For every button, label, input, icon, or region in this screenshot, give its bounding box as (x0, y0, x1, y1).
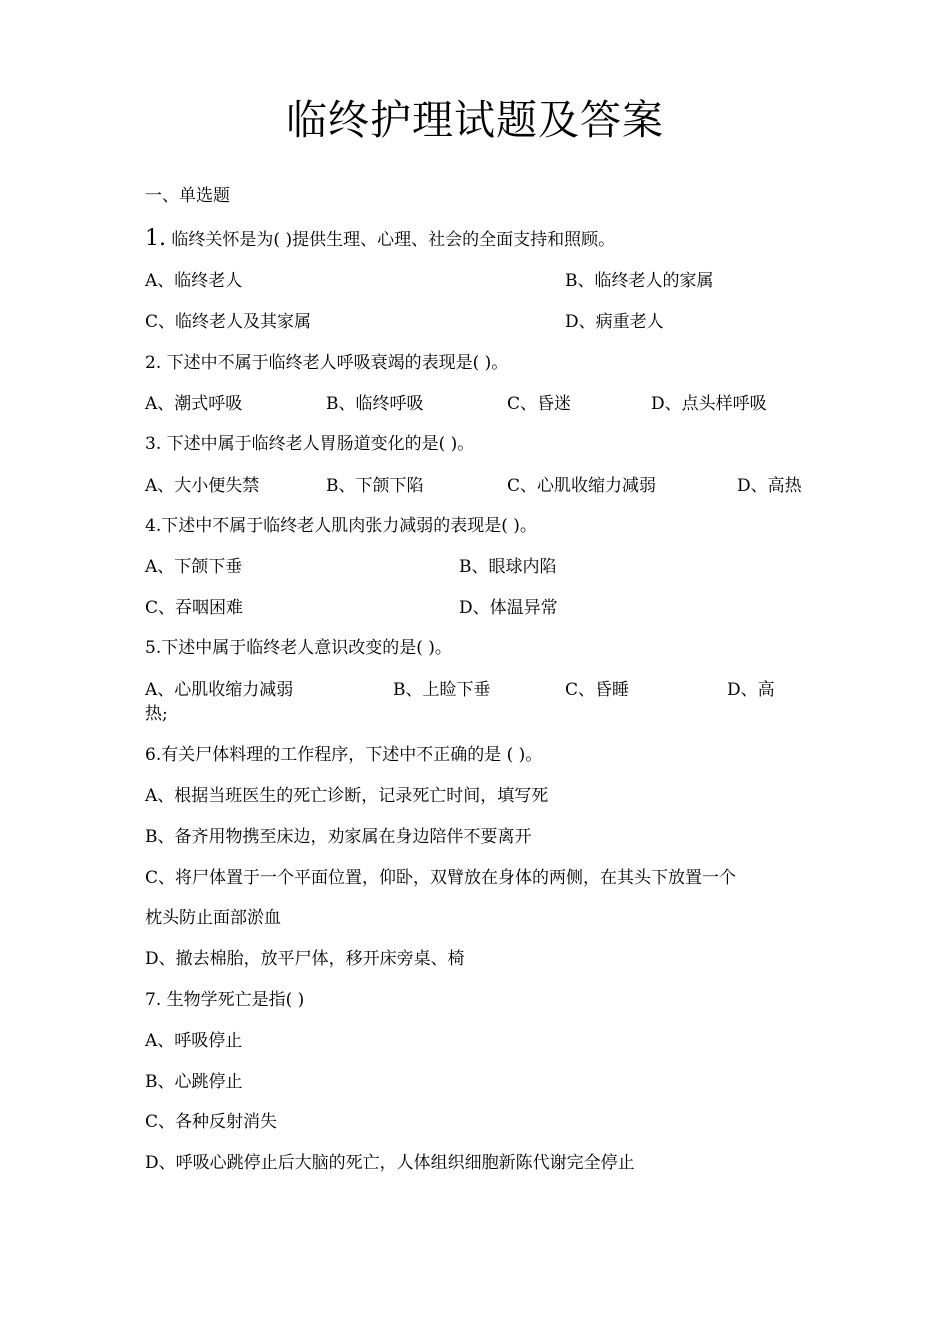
question-3-stem: 3. 下述中属于临终老人胃肠道变化的是( )。 (145, 434, 475, 454)
question-7-option-b: B、心跳停止 (145, 1072, 243, 1092)
question-7-option-c: C、各种反射消失 (145, 1112, 278, 1132)
question-6-stem: 6.有关尸体料理的工作程序，下述中不正确的是 ( )。 (145, 745, 543, 765)
question-2-option-c: C、昏迷 (507, 394, 572, 414)
question-6-option-b: B、备齐用物携至床边，劝家属在身边陪伴不要离开 (145, 827, 532, 847)
question-3-option-d: D、高热 (737, 476, 802, 496)
question-5-stem: 5.下述中属于临终老人意识改变的是( )。 (145, 638, 452, 658)
question-1-number: 1. (145, 226, 166, 251)
question-1-text: 临终关怀是为( )提供生理、心理、社会的全面支持和照顾。 (166, 230, 616, 250)
question-4-option-d: D、体温异常 (459, 598, 558, 618)
section-heading: 一、单选题 (145, 186, 230, 206)
question-7-option-a: A、呼吸停止 (145, 1031, 243, 1051)
question-2-option-d: D、点头样呼吸 (651, 394, 767, 414)
question-5-option-a: A、心肌收缩力减弱 (145, 680, 294, 700)
question-5-option-b: B、上睑下垂 (393, 680, 491, 700)
question-3-option-a: A、大小便失禁 (145, 476, 260, 496)
question-4-option-c: C、吞咽困难 (145, 598, 244, 618)
question-2-option-a: A、潮式呼吸 (145, 394, 243, 414)
question-1-option-c: C、临终老人及其家属 (145, 312, 312, 332)
question-2-stem: 2. 下述中不属于临终老人呼吸衰竭的表现是( )。 (145, 353, 509, 373)
question-4-option-a: A、下颌下垂 (145, 557, 243, 577)
question-6-option-c-cont: 枕头防止面部淤血 (145, 908, 281, 928)
document-title: 临终护理试题及答案 (286, 96, 664, 144)
question-7-option-d: D、呼吸心跳停止后大脑的死亡，人体组织细胞新陈代谢完全停止 (145, 1153, 635, 1173)
question-7-stem: 7. 生物学死亡是指( ) (145, 990, 305, 1010)
question-6-option-c: C、将尸体置于一个平面位置，仰卧，双臂放在身体的两侧，在其头下放置一个 (145, 868, 737, 888)
question-5-option-c: C、昏睡 (565, 680, 630, 700)
question-3-option-c: C、心肌收缩力减弱 (507, 476, 657, 496)
question-6-option-a: A、根据当班医生的死亡诊断，记录死亡时间，填写死 (145, 786, 549, 806)
question-4-stem: 4.下述中不属于临终老人肌肉张力减弱的表现是( )。 (145, 516, 537, 536)
question-1-option-b: B、临终老人的家属 (565, 271, 714, 291)
question-6-option-d: D、撤去棉胎，放平尸体，移开床旁桌、椅 (145, 949, 465, 969)
question-5-option-d: D、高 (727, 680, 775, 700)
question-1-stem (145, 227, 615, 252)
question-1-option-a: A、临终老人 (145, 271, 243, 291)
question-2-option-b: B、临终呼吸 (326, 394, 424, 414)
question-5-option-d-wrap: 热; (145, 704, 168, 724)
question-3-option-b: B、下颌下陷 (326, 476, 424, 496)
question-1-option-d: D、病重老人 (565, 312, 664, 332)
question-4-option-b: B、眼球内陷 (459, 557, 557, 577)
